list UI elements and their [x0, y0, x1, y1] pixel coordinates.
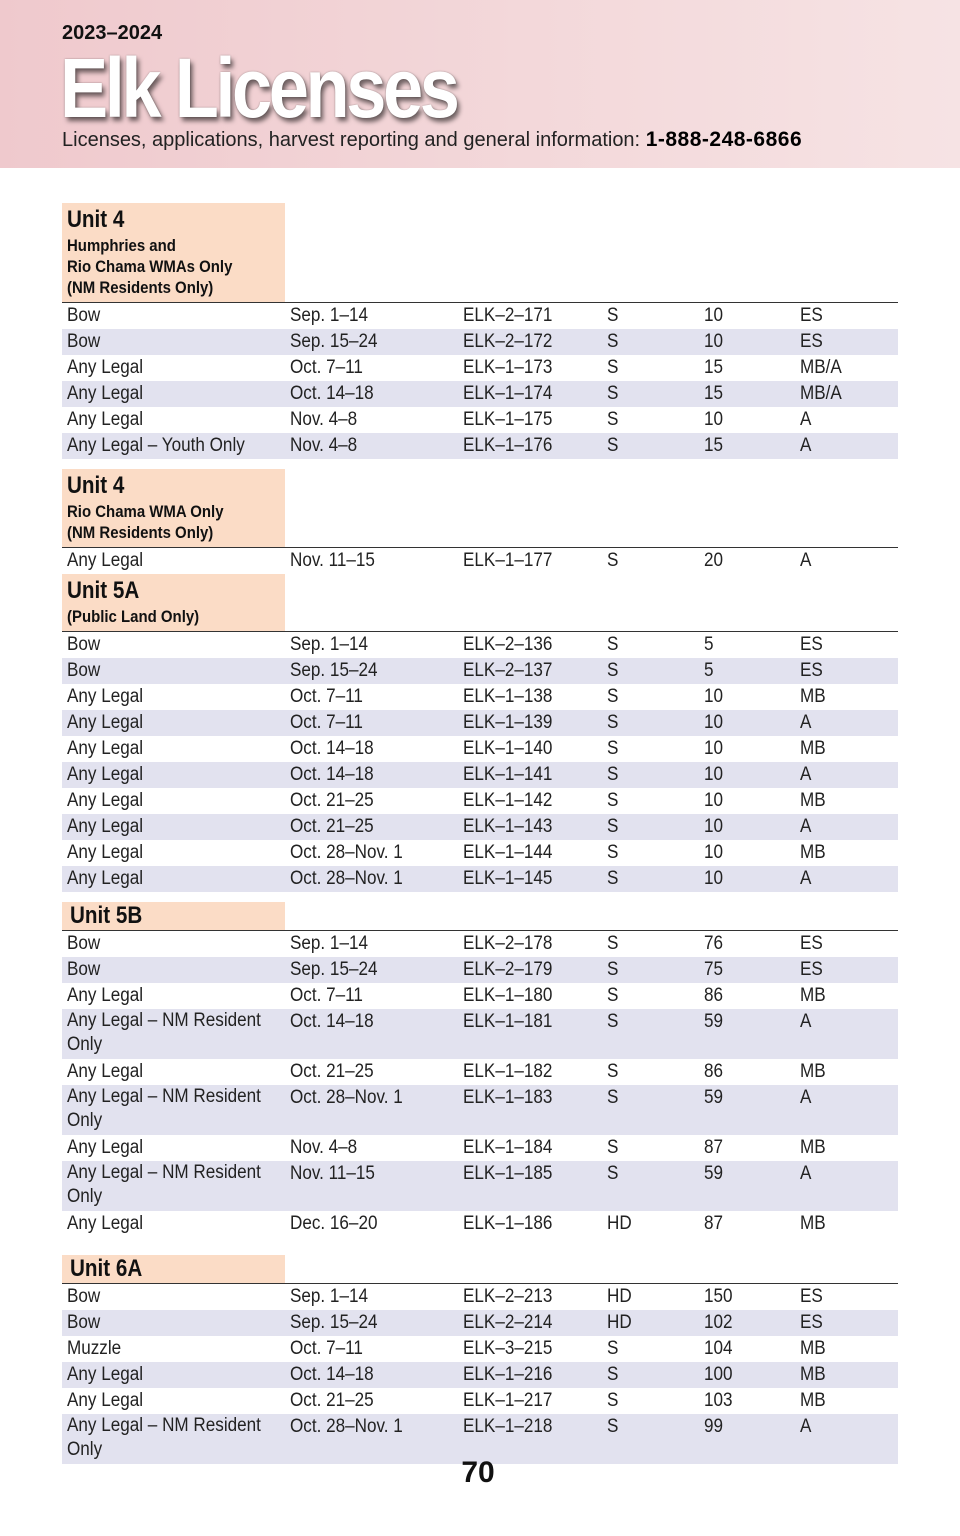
hunt-category: MB: [800, 1338, 826, 1359]
license-count: 10: [704, 790, 724, 811]
table-row: [62, 736, 898, 762]
info-text: Licenses, applications, harvest reporting and general information:: [62, 129, 641, 151]
hunt-type: Bow: [67, 305, 101, 326]
hunt-code: ELK–2–179: [463, 959, 553, 980]
bag-limit: S: [607, 1338, 619, 1359]
table-row: [62, 866, 898, 892]
hunt-code: ELK–2–171: [463, 305, 553, 326]
hunt-dates: Oct. 7–11: [290, 357, 363, 378]
bag-limit: S: [607, 1011, 619, 1032]
bag-limit: S: [607, 985, 619, 1006]
hunt-type: Any Legal: [67, 985, 144, 1006]
table-row: [62, 1009, 898, 1059]
license-count: 86: [704, 985, 724, 1006]
table-row: [62, 1336, 898, 1362]
license-table: [62, 203, 898, 1464]
bag-limit: S: [607, 1364, 619, 1385]
hunt-dates: Oct. 21–25: [290, 816, 374, 837]
hunt-dates: Sep. 15–24: [290, 660, 378, 681]
hunt-code: ELK–1–175: [463, 409, 553, 430]
hunt-code: ELK–1–140: [463, 738, 553, 759]
unit-subtitle: (Public Land Only): [67, 607, 200, 626]
hunt-type: Bow: [67, 331, 101, 352]
unit-subtitle: (NM Residents Only): [67, 278, 214, 297]
hunt-code: ELK–1–141: [463, 764, 553, 785]
table-row: [62, 1284, 898, 1310]
hunt-type: Bow: [67, 933, 101, 954]
hunt-dates: Oct. 28–Nov. 1: [290, 842, 403, 863]
unit-label-box: [62, 1255, 285, 1283]
hunt-category: MB: [800, 738, 826, 759]
hunt-dates: Oct. 28–Nov. 1: [290, 868, 403, 889]
hunt-type: Any Legal: [67, 1137, 144, 1158]
unit-name: Unit 4: [67, 472, 125, 499]
hunt-category: ES: [800, 933, 823, 954]
license-count: 99: [704, 1416, 724, 1437]
hunt-type: Bow: [67, 1312, 101, 1333]
hunt-type: Any Legal: [67, 868, 144, 889]
hunt-dates: Oct. 7–11: [290, 985, 363, 1006]
license-count: 59: [704, 1087, 724, 1108]
hunt-code: ELK–1–182: [463, 1061, 553, 1082]
bag-limit: S: [607, 305, 619, 326]
license-count: 10: [704, 305, 724, 326]
table-row: [62, 1211, 898, 1237]
bag-limit: S: [607, 686, 619, 707]
license-count: 59: [704, 1011, 724, 1032]
table-row: [62, 381, 898, 407]
hunt-category: ES: [800, 305, 823, 326]
page-header: [0, 0, 960, 168]
license-count: 59: [704, 1163, 724, 1184]
hunt-dates: Oct. 21–25: [290, 1061, 374, 1082]
hunt-code: ELK–1–145: [463, 868, 553, 889]
bag-limit: S: [607, 842, 619, 863]
unit-header: [62, 1255, 898, 1284]
hunt-dates: Oct. 7–11: [290, 712, 363, 733]
hunt-dates: Oct. 21–25: [290, 1390, 374, 1411]
bag-limit: S: [607, 738, 619, 759]
hunt-type: Any Legal: [67, 1061, 144, 1082]
hunt-category: ES: [800, 1286, 823, 1307]
hunt-dates: Nov. 4–8: [290, 435, 358, 456]
hunt-dates: Sep. 1–14: [290, 634, 368, 655]
license-count: 15: [704, 383, 724, 404]
hunt-category: A: [800, 409, 812, 430]
bag-limit: S: [607, 357, 619, 378]
table-row: [62, 355, 898, 381]
phone-number[interactable]: 1-888-248-6866: [645, 128, 803, 151]
hunt-type: Any Legal: [67, 738, 144, 759]
table-row: [62, 303, 898, 329]
license-count: 10: [704, 738, 724, 759]
hunt-dates: Nov. 4–8: [290, 1137, 358, 1158]
hunt-category: ES: [800, 634, 823, 655]
license-count: 87: [704, 1213, 724, 1234]
hunt-type: Bow: [67, 660, 101, 681]
hunt-dates: Oct. 21–25: [290, 790, 374, 811]
license-count: 10: [704, 712, 724, 733]
license-count: 10: [704, 868, 724, 889]
hunt-type: Any Legal: [67, 712, 144, 733]
license-count: 10: [704, 764, 724, 785]
hunt-code: ELK–2–172: [463, 331, 553, 352]
hunt-type: Any Legal: [67, 357, 144, 378]
hunt-category: MB: [800, 1213, 826, 1234]
table-row: [62, 957, 898, 983]
hunt-dates: Sep. 15–24: [290, 1312, 378, 1333]
hunt-category: A: [800, 816, 812, 837]
bag-limit: S: [607, 660, 619, 681]
unit-name: Unit 5B: [70, 902, 143, 929]
hunt-type: Bow: [67, 1286, 101, 1307]
hunt-type: Bow: [67, 634, 101, 655]
table-row: [62, 329, 898, 355]
license-count: 10: [704, 686, 724, 707]
table-row: [62, 1161, 898, 1211]
hunt-dates: Oct. 28–Nov. 1: [290, 1416, 403, 1437]
bag-limit: S: [607, 634, 619, 655]
bag-limit: S: [607, 712, 619, 733]
license-count: 103: [704, 1390, 733, 1411]
hunt-type: Any Legal: [67, 1213, 144, 1234]
bag-limit: S: [607, 1137, 619, 1158]
hunt-category: A: [800, 550, 812, 571]
contact-info: [62, 128, 802, 152]
table-row: [62, 548, 898, 574]
bag-limit: S: [607, 1416, 619, 1437]
hunt-type: Any Legal: [67, 842, 144, 863]
bag-limit: S: [607, 1061, 619, 1082]
hunt-code: ELK–2–137: [463, 660, 553, 681]
hunt-type: Any Legal – NM Resident Only: [67, 1415, 261, 1460]
hunt-category: ES: [800, 331, 823, 352]
bag-limit: HD: [607, 1312, 632, 1333]
bag-limit: S: [607, 1390, 619, 1411]
hunt-dates: Nov. 4–8: [290, 409, 358, 430]
hunt-code: ELK–1–173: [463, 357, 553, 378]
table-row: [62, 407, 898, 433]
hunt-type: Any Legal – NM Resident Only: [67, 1162, 261, 1207]
table-row: [62, 762, 898, 788]
hunt-dates: Dec. 16–20: [290, 1213, 378, 1234]
table-row: [62, 1388, 898, 1414]
table-row: [62, 684, 898, 710]
hunt-type: Any Legal: [67, 816, 144, 837]
license-count: 15: [704, 357, 724, 378]
license-count: 5: [704, 634, 714, 655]
hunt-type: Any Legal: [67, 1390, 144, 1411]
hunt-code: ELK–3–215: [463, 1338, 553, 1359]
bag-limit: S: [607, 868, 619, 889]
hunt-category: MB/A: [800, 357, 842, 378]
hunt-code: ELK–1–142: [463, 790, 553, 811]
hunt-code: ELK–1–177: [463, 550, 553, 571]
table-row: [62, 710, 898, 736]
hunt-type: Bow: [67, 959, 101, 980]
bag-limit: S: [607, 1163, 619, 1184]
hunt-code: ELK–1–181: [463, 1011, 553, 1032]
license-count: 150: [704, 1286, 733, 1307]
hunt-category: ES: [800, 660, 823, 681]
hunt-dates: Oct. 14–18: [290, 1364, 374, 1385]
hunt-code: ELK–1–176: [463, 435, 553, 456]
hunt-type: Any Legal – NM Resident Only: [67, 1086, 261, 1131]
hunt-category: MB: [800, 985, 826, 1006]
hunt-dates: Sep. 1–14: [290, 305, 368, 326]
table-row: [62, 931, 898, 957]
hunt-type: Any Legal – Youth Only: [67, 435, 245, 456]
hunt-dates: Nov. 11–15: [290, 1163, 375, 1184]
hunt-dates: Sep. 1–14: [290, 1286, 368, 1307]
bag-limit: HD: [607, 1213, 632, 1234]
unit-name: Unit 6A: [70, 1255, 143, 1282]
hunt-type: Any Legal: [67, 550, 144, 571]
hunt-dates: Oct. 7–11: [290, 1338, 363, 1359]
hunt-code: ELK–1–185: [463, 1163, 553, 1184]
hunt-code: ELK–1–186: [463, 1213, 553, 1234]
hunt-category: A: [800, 435, 812, 456]
hunt-category: MB: [800, 1061, 826, 1082]
hunt-code: ELK–1–218: [463, 1416, 553, 1437]
unit-header: [62, 203, 898, 303]
hunt-category: MB/A: [800, 383, 842, 404]
hunt-code: ELK–1–184: [463, 1137, 553, 1158]
hunt-category: MB: [800, 842, 826, 863]
bag-limit: S: [607, 816, 619, 837]
license-count: 87: [704, 1137, 724, 1158]
unit-subtitle: Humphries and: [67, 236, 176, 255]
bag-limit: S: [607, 959, 619, 980]
hunt-category: A: [800, 1087, 812, 1108]
hunt-dates: Oct. 14–18: [290, 738, 374, 759]
hunt-category: MB: [800, 1364, 826, 1385]
bag-limit: S: [607, 1087, 619, 1108]
table-row: [62, 1362, 898, 1388]
license-count: 100: [704, 1364, 733, 1385]
license-count: 104: [704, 1338, 733, 1359]
unit-header: [62, 469, 898, 548]
hunt-dates: Oct. 14–18: [290, 383, 374, 404]
table-row: [62, 788, 898, 814]
bag-limit: S: [607, 764, 619, 785]
hunt-category: A: [800, 1011, 812, 1032]
hunt-code: ELK–1–216: [463, 1364, 553, 1385]
table-row: [62, 1059, 898, 1085]
table-row: [62, 814, 898, 840]
hunt-code: ELK–1–143: [463, 816, 553, 837]
hunt-code: ELK–2–136: [463, 634, 553, 655]
hunt-dates: Sep. 15–24: [290, 331, 378, 352]
unit-subtitle: Rio Chama WMA Only: [67, 502, 224, 521]
hunt-dates: Nov. 11–15: [290, 550, 375, 571]
license-count: 10: [704, 331, 724, 352]
license-count: 102: [704, 1312, 733, 1333]
bag-limit: S: [607, 383, 619, 404]
hunt-category: MB: [800, 1137, 826, 1158]
bag-limit: S: [607, 550, 619, 571]
unit-label-box: [62, 203, 285, 302]
table-row: [62, 840, 898, 866]
table-row: [62, 1085, 898, 1135]
bag-limit: S: [607, 435, 619, 456]
hunt-code: ELK–1–138: [463, 686, 553, 707]
table-row: [62, 1135, 898, 1161]
bag-limit: HD: [607, 1286, 632, 1307]
hunt-code: ELK–1–180: [463, 985, 553, 1006]
hunt-code: ELK–1–217: [463, 1390, 553, 1411]
hunt-type: Any Legal: [67, 686, 144, 707]
hunt-type: Any Legal: [67, 1364, 144, 1385]
license-count: 10: [704, 409, 724, 430]
hunt-code: ELK–2–213: [463, 1286, 553, 1307]
hunt-dates: Oct. 28–Nov. 1: [290, 1087, 403, 1108]
license-count: 76: [704, 933, 724, 954]
page-title: Elk Licenses: [60, 41, 457, 135]
unit-label-box: [62, 469, 285, 547]
hunt-type: Any Legal: [67, 383, 144, 404]
unit-label-box: [62, 902, 285, 930]
bag-limit: S: [607, 790, 619, 811]
table-row: [62, 658, 898, 684]
hunt-category: MB: [800, 686, 826, 707]
hunt-dates: Oct. 7–11: [290, 686, 363, 707]
hunt-type: Muzzle: [67, 1338, 122, 1359]
unit-name: Unit 4: [67, 206, 125, 233]
license-count: 75: [704, 959, 724, 980]
unit-header: [62, 574, 898, 632]
license-count: 5: [704, 660, 714, 681]
bag-limit: S: [607, 331, 619, 352]
bag-limit: S: [607, 933, 619, 954]
hunt-type: Any Legal: [67, 790, 144, 811]
hunt-category: ES: [800, 959, 823, 980]
table-row: [62, 1310, 898, 1336]
license-count: 10: [704, 842, 724, 863]
page-number: 70: [461, 1456, 495, 1489]
hunt-type: Any Legal: [67, 764, 144, 785]
hunt-category: A: [800, 764, 812, 785]
hunt-type: Any Legal – NM Resident Only: [67, 1010, 261, 1055]
hunt-dates: Sep. 1–14: [290, 933, 368, 954]
license-count: 10: [704, 816, 724, 837]
table-row: [62, 983, 898, 1009]
season-label: 2023–2024: [62, 22, 163, 44]
license-count: 86: [704, 1061, 724, 1082]
hunt-category: A: [800, 1163, 812, 1184]
unit-label-box: [62, 574, 285, 631]
hunt-dates: Sep. 15–24: [290, 959, 378, 980]
table-row: [62, 433, 898, 459]
bag-limit: S: [607, 409, 619, 430]
hunt-dates: Oct. 14–18: [290, 1011, 374, 1032]
hunt-category: ES: [800, 1312, 823, 1333]
hunt-type: Any Legal: [67, 409, 144, 430]
hunt-category: MB: [800, 790, 826, 811]
unit-subtitle: (NM Residents Only): [67, 523, 214, 542]
hunt-code: ELK–1–139: [463, 712, 553, 733]
table-row: [62, 632, 898, 658]
unit-header: [62, 902, 898, 931]
hunt-category: A: [800, 1416, 812, 1437]
hunt-code: ELK–1–183: [463, 1087, 553, 1108]
hunt-code: ELK–2–214: [463, 1312, 553, 1333]
hunt-category: A: [800, 712, 812, 733]
license-count: 20: [704, 550, 724, 571]
hunt-category: MB: [800, 1390, 826, 1411]
hunt-code: ELK–2–178: [463, 933, 553, 954]
hunt-category: A: [800, 868, 812, 889]
license-count: 15: [704, 435, 724, 456]
hunt-code: ELK–1–174: [463, 383, 553, 404]
hunt-code: ELK–1–144: [463, 842, 553, 863]
hunt-dates: Oct. 14–18: [290, 764, 374, 785]
unit-name: Unit 5A: [67, 577, 140, 604]
unit-subtitle: Rio Chama WMAs Only: [67, 257, 233, 276]
